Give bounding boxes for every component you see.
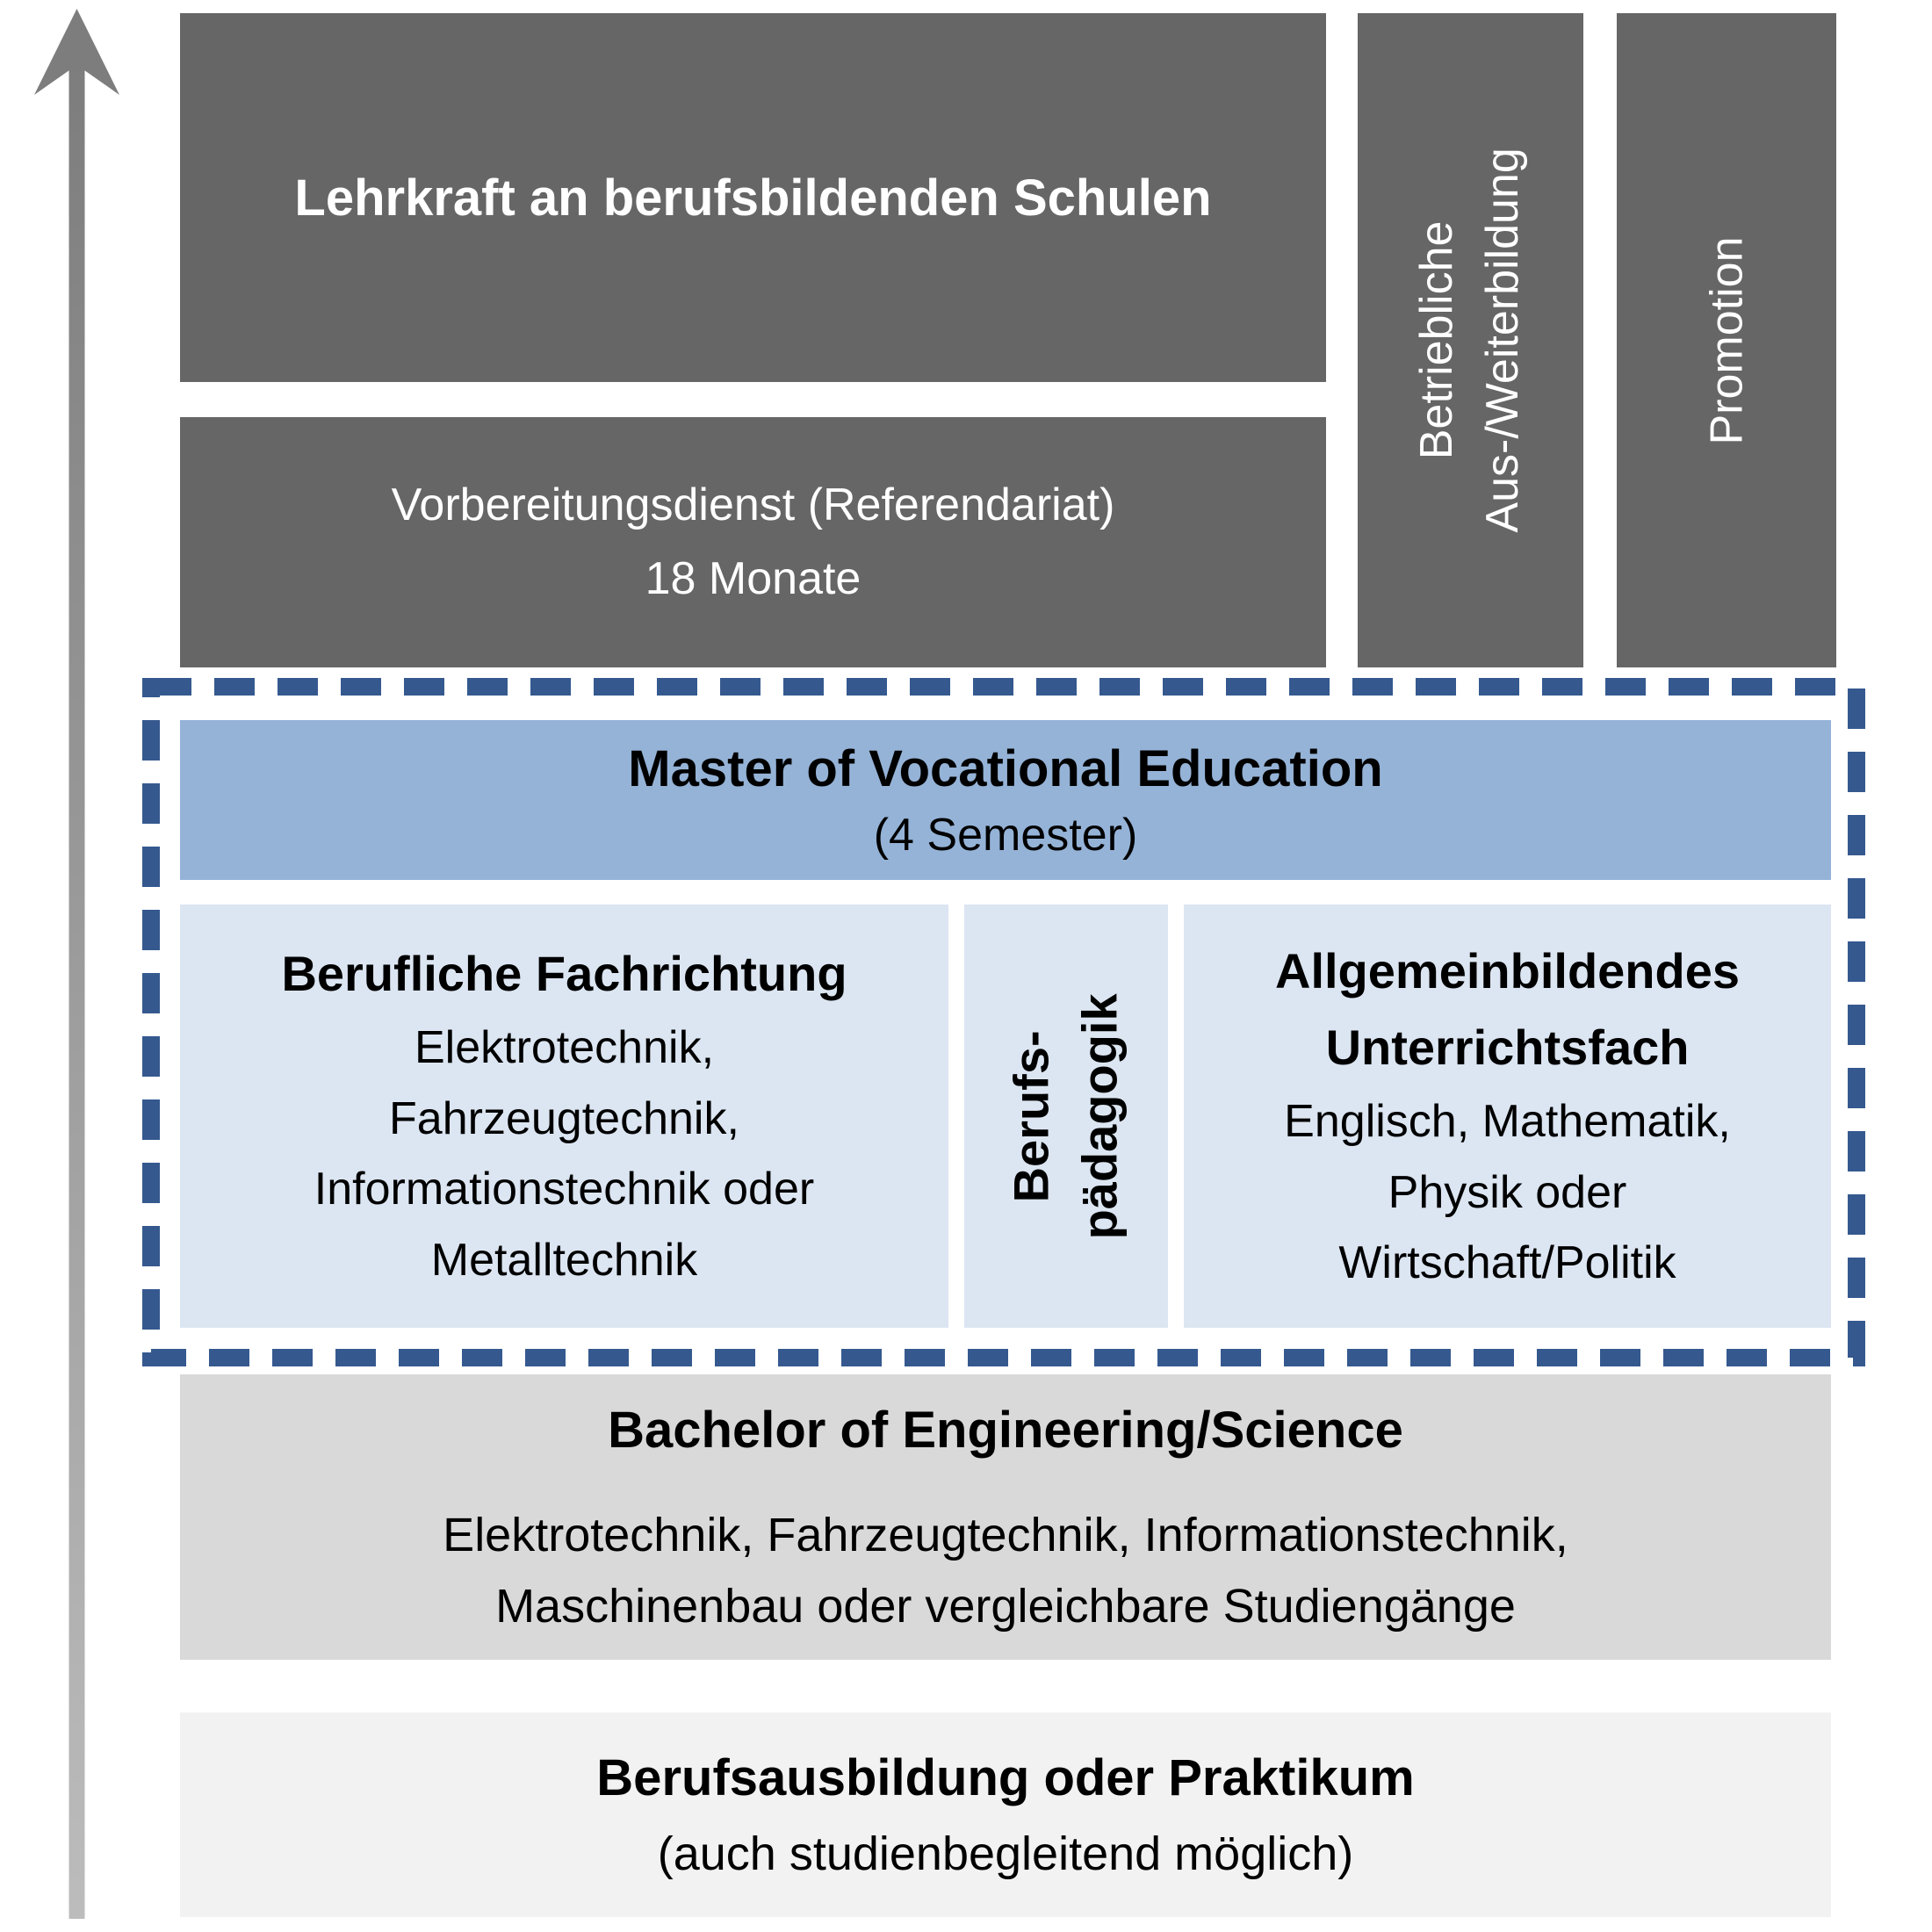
up-arrow-icon xyxy=(18,0,149,1932)
berufliche-fachrichtung-title: Berufliche Fachrichtung xyxy=(281,946,847,1002)
vorbereitungsdienst-line2: 18 Monate xyxy=(645,552,861,604)
betriebliche-weiterbildung-box xyxy=(1358,13,1583,667)
unterrichtsfach-title-line1: Allgemeinbildendes xyxy=(1275,943,1740,999)
berufsausbildung-title: Berufsausbildung oder Praktikum xyxy=(596,1748,1415,1806)
vorbereitungsdienst-box xyxy=(180,417,1326,667)
bachelor-line: Maschinenbau oder vergleichbare Studiengänge xyxy=(495,1580,1516,1633)
unterrichtsfach-option: Wirtschaft/Politik xyxy=(1338,1237,1676,1289)
fachrichtung-option: Fahrzeugtechnik, xyxy=(389,1092,739,1144)
bachelor-box xyxy=(180,1374,1831,1660)
vorbereitungsdienst-line1: Vorbereitungsdienst (Referendariat) xyxy=(391,479,1115,531)
promotion-box xyxy=(1617,13,1836,667)
unterrichtsfach-option: Englisch, Mathematik, xyxy=(1284,1095,1731,1147)
berufspaedagogik-label: Berufs- pädagogik xyxy=(1003,992,1128,1240)
berufspaedagogik-box xyxy=(964,905,1168,1328)
betriebliche-weiterbildung-label: Betriebliche Aus-/Weiterbildung xyxy=(1411,148,1529,533)
master-duration: (4 Semester) xyxy=(873,809,1138,861)
berufliche-fachrichtung-box xyxy=(180,905,948,1328)
unterrichtsfach-title-line2: Unterrichtsfach xyxy=(1325,1020,1690,1076)
lehrkraft-title: Lehrkraft an berufsbildenden Schulen xyxy=(294,169,1212,227)
unterrichtsfach-box xyxy=(1184,905,1831,1328)
bachelor-title: Bachelor of Engineering/Science xyxy=(608,1402,1403,1459)
lehrkraft-box xyxy=(180,13,1326,382)
fachrichtung-option: Informationstechnik oder xyxy=(314,1164,815,1215)
master-box xyxy=(180,720,1831,880)
berufsausbildung-box xyxy=(180,1712,1831,1917)
unterrichtsfach-option: Physik oder xyxy=(1388,1166,1627,1218)
master-title: Master of Vocational Education xyxy=(628,739,1383,797)
bachelor-line: Elektrotechnik, Fahrzeugtechnik, Informationstechnik, xyxy=(443,1509,1568,1561)
fachrichtung-option: Metalltechnik xyxy=(430,1234,698,1286)
promotion-label: Promotion xyxy=(1701,236,1752,444)
fachrichtung-option: Elektrotechnik, xyxy=(414,1022,715,1074)
berufsausbildung-subtitle: (auch studienbegleitend möglich) xyxy=(657,1827,1354,1880)
